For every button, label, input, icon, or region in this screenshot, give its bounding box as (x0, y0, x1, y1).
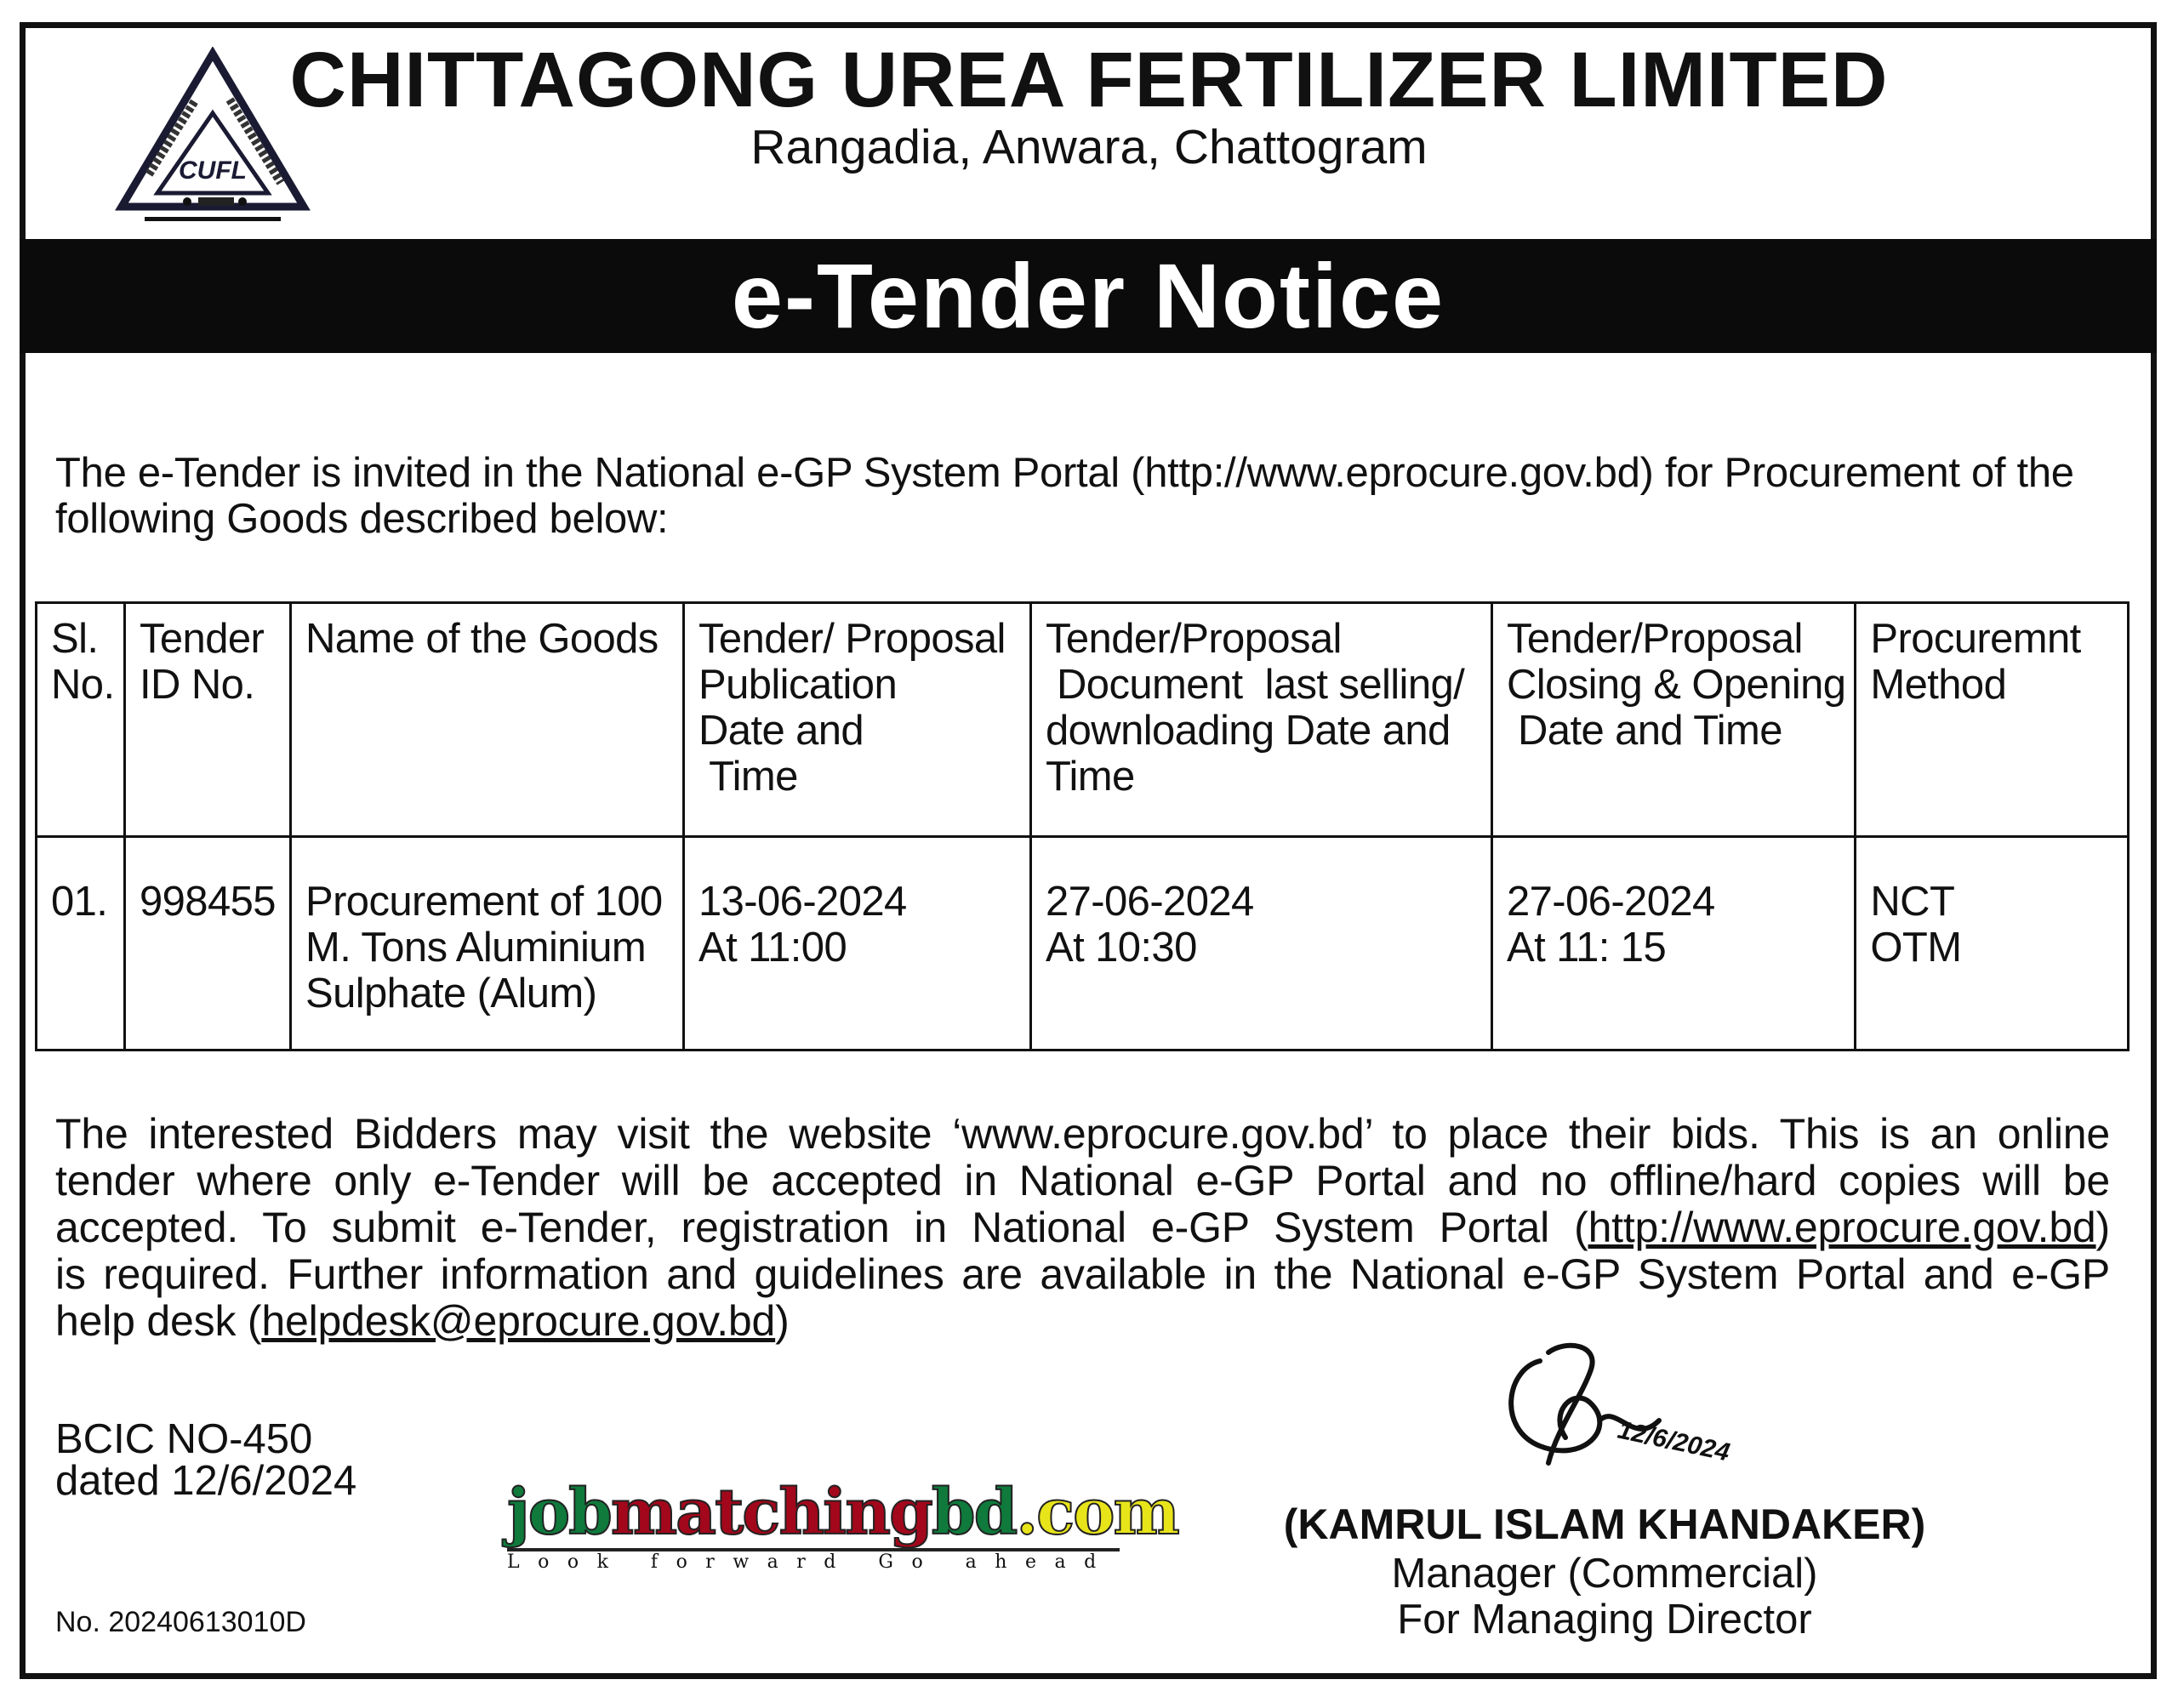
header-cell-text: Tender/Proposal (1046, 616, 1342, 662)
signature (1489, 1335, 1761, 1480)
cell-1 (125, 837, 291, 1050)
header-cell-text: Time (698, 754, 798, 800)
cell-text: Sulphate (Alum) (305, 971, 597, 1016)
header-cell-text: Document last selling/ (1046, 662, 1465, 708)
svg-text:12/6/2024: 12/6/2024 (1615, 1415, 1732, 1467)
watermark-logo: jobmatchingbd.com (507, 1476, 1178, 1549)
helpdesk-email-link[interactable]: helpdesk@eprocure.gov.bd (261, 1297, 776, 1345)
header-cell-text: Time (1046, 754, 1135, 800)
header-cell-4 (1031, 603, 1492, 837)
header-cell-6 (1856, 603, 2129, 837)
cell-text: At 10:30 (1046, 925, 1197, 971)
cell-text: Procurement of 100 (305, 879, 663, 925)
cell-text: At 11:00 (698, 925, 847, 971)
header-cell-text: Method (1870, 662, 2007, 708)
cell-text: M. Tons Aluminium (305, 925, 647, 971)
cell-text: 27-06-2024 (1046, 879, 1254, 925)
cell-text: 998455 (140, 879, 276, 925)
text: help desk ( (55, 1297, 262, 1345)
intro-line-1: The e-Tender is invited in the National e-GP System Portal (http://www.eprocure.gov.bd) for Procurement of the (55, 450, 2074, 496)
cell-text: NCT (1870, 879, 1955, 925)
table-row (37, 837, 2129, 1050)
company-address: Rangadia, Anwara, Chattogram (750, 120, 1428, 174)
header-cell-text: Closing & Opening (1507, 662, 1846, 708)
header-cell-text: Tender/Proposal (1507, 616, 1803, 662)
text: ) (775, 1297, 790, 1345)
signatory-designation: Manager (Commercial) (1391, 1551, 1818, 1597)
header-cell-text: Publication (698, 662, 898, 708)
instructions-line (55, 1298, 2110, 1345)
signatory-name: (KAMRUL ISLAM KHANDAKER) (1283, 1500, 1926, 1548)
reference-number: No. 20240613010D (55, 1606, 306, 1638)
cell-6 (1856, 837, 2129, 1050)
text: accepted. To submit e-Tender, registration in National e-GP System Portal ( (55, 1204, 1588, 1251)
company-name: CHITTAGONG UREA FERTILIZER LIMITED (289, 37, 1889, 123)
cell-3 (684, 837, 1031, 1050)
notice-banner (20, 239, 2157, 353)
instructions-line: is required. Further information and guidelines are available in the National e-GP System Portal and e-GP (55, 1250, 2110, 1298)
header-cell-0 (37, 603, 125, 837)
text: ) (2095, 1204, 2110, 1251)
instructions-paragraph (55, 1111, 2110, 1345)
header-cell-1 (125, 603, 291, 837)
bcic-number: BCIC NO-450 (55, 1416, 313, 1462)
notice-date: dated 12/6/2024 (55, 1458, 357, 1504)
cell-text: At 11: 15 (1507, 925, 1667, 971)
signatory-for: For Managing Director (1397, 1597, 1812, 1643)
cell-0 (37, 837, 125, 1050)
table-header-row (37, 603, 2129, 837)
cell-text: 27-06-2024 (1507, 879, 1715, 925)
cell-2 (291, 837, 684, 1050)
tender-table (35, 601, 2130, 1051)
intro-line-2: following Goods described below: (55, 496, 669, 542)
cell-text: 13-06-2024 (698, 879, 907, 925)
watermark-tagline: Look forward Go ahead (507, 1551, 1115, 1573)
header-cell-text: Tender (140, 616, 265, 662)
header-cell-text: Date and (698, 708, 864, 754)
header-cell-text: ID No. (140, 662, 255, 708)
svg-text:CUFL: CUFL (179, 157, 247, 185)
watermark (507, 1476, 1178, 1574)
cell-text: OTM (1870, 925, 1962, 971)
header-cell-text: Tender/ Proposal (698, 616, 1006, 662)
instructions-line (55, 1204, 2110, 1251)
header-cell-text: Date and Time (1507, 708, 1782, 754)
eprocure-link[interactable]: http://www.eprocure.gov.bd (1588, 1204, 2096, 1251)
instructions-line: The interested Bidders may visit the website ‘www.eprocure.gov.bd’ to place their bids. This is an online (55, 1110, 2110, 1158)
cell-5 (1492, 837, 1856, 1050)
header-cell-2 (291, 603, 684, 837)
header-cell-text: downloading Date and (1046, 708, 1451, 754)
header-cell-text: Sl. (51, 616, 99, 662)
header-cell-text: Procuremnt (1870, 616, 2081, 662)
cell-text: 01. (51, 879, 108, 925)
instructions-line: tender where only e-Tender will be accepted in National e-GP Portal and no offline/hard copies will be (55, 1157, 2110, 1204)
header-cell-text: No. (51, 662, 115, 708)
header-cell-text: Name of the Goods (305, 616, 659, 662)
header-cell-5 (1492, 603, 1856, 837)
notice-title: e-Tender Notice (731, 244, 1445, 347)
cell-4 (1031, 837, 1492, 1050)
header-cell-3 (684, 603, 1031, 837)
